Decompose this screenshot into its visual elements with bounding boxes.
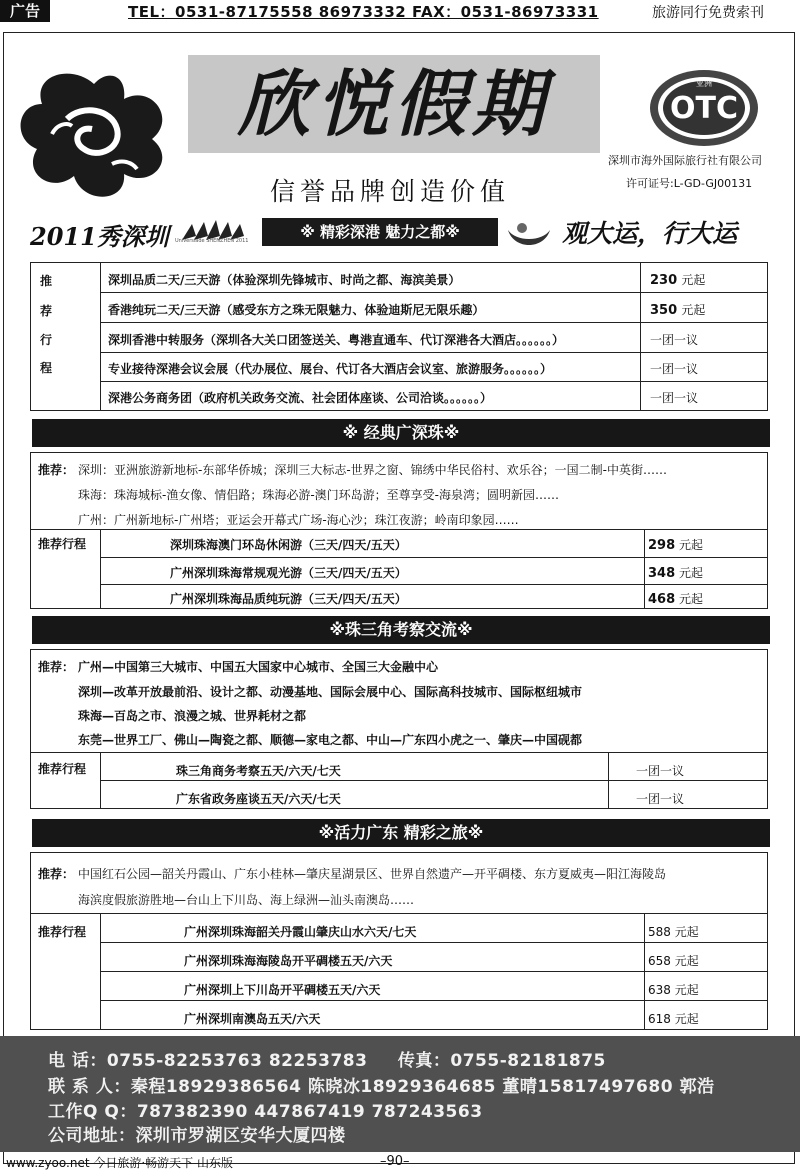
ad-tag: 广告	[0, 0, 50, 22]
itinerary-label: 推荐行程	[38, 762, 87, 776]
section-guangdong-title: ※活力广东 精彩之旅※	[32, 819, 770, 847]
universiade-slogan: 观大运，行大运	[562, 219, 738, 248]
qq-line: 工作Q Q：787382390 447867419 787243563	[48, 1102, 483, 1122]
recommend-item-price: 350 元起	[650, 303, 706, 318]
itinerary-name: 广州深圳珠海品质纯玩游（三天/四天/五天）	[170, 592, 407, 606]
contacts-line: 联 系 人：秦程18929386564 陈晓冰18929364685 董晴15817497680 郭浩	[48, 1077, 715, 1097]
phone-line: 电 话：0755-82253763 82253783 传真：0755-82181875	[48, 1051, 606, 1071]
universiade-logo-icon	[172, 218, 260, 250]
website-credit: www.zyoo.net 今日旅游·畅游天下 山东版	[6, 1156, 233, 1170]
contact-footer	[0, 1036, 800, 1152]
otc-logo-text: OTC	[670, 91, 738, 126]
recommend-item-name: 香港纯玩二天/三天游（感受东方之珠无限魅力、体验迪斯尼无限乐趣）	[108, 303, 485, 317]
recommend-item-price: 230 元起	[650, 273, 706, 288]
recommend-item-name: 深港公务商务团（政府机关政务交流、社会团体座谈、公司洽谈。。。。。。）	[108, 391, 493, 405]
brand-title: 欣悦假期	[237, 61, 550, 146]
intro-line: 海滨度假旅游胜地—台山上下川岛、海上绿洲—汕头南澳岛……	[78, 893, 415, 907]
section-prd-title: ※珠三角考察交流※	[32, 616, 770, 644]
recommend-item-price: 一团一议	[650, 362, 699, 376]
side-label-char: 荐	[40, 304, 53, 318]
itinerary-name: 珠三角商务考察五天/六天/七天	[176, 764, 341, 778]
free-index-note: 旅游同行免费索刊	[652, 5, 764, 21]
license-number: 许可证号:L-GD-GJ00131	[626, 177, 753, 190]
intro-line: 珠海—百岛之市、浪漫之城、世界耗材之都	[78, 709, 307, 723]
side-label-char: 推	[40, 274, 53, 288]
itinerary-name: 广州深圳珠海韶关丹霞山肇庆山水六天/七天	[184, 925, 417, 939]
header-phone-fax: TEL：0531-87175558 86973332 FAX：0531-86973331	[128, 3, 599, 21]
tagline-banner: ※ 精彩深港 魅力之都※	[262, 218, 498, 246]
recommend-item-price: 一团一议	[650, 391, 699, 405]
smile-logo-icon	[504, 220, 554, 248]
company-name: 深圳市海外国际旅行社有限公司	[608, 154, 762, 167]
itinerary-name: 广州深圳珠海常规观光游（三天/四天/五天）	[170, 566, 407, 580]
itinerary-price: 一团一议	[636, 764, 685, 778]
itinerary-name: 广州深圳珠海海陵岛开平碉楼五天/六天	[184, 954, 393, 968]
recommend-label: 推荐：	[38, 660, 75, 674]
recommend-item-name: 深圳香港中转服务（深圳各大关口团签送关、粤港直通车、代订深港各大酒店。。。。。。）	[108, 333, 565, 347]
otc-logo-top: 亚洲	[696, 79, 712, 88]
itinerary-label: 推荐行程	[38, 925, 87, 939]
page-number: –90–	[380, 1154, 410, 1169]
year-2011-text: 2011秀深圳	[30, 222, 169, 251]
recommend-item-name: 专业接待深港会议会展（代办展位、展台、代订各大酒店会议室、旅游服务。。。。。。）	[108, 362, 553, 376]
itinerary-name: 广州深圳上下川岛开平碉楼五天/六天	[184, 983, 381, 997]
otc-logo-icon	[648, 68, 760, 148]
intro-line: 深圳：亚洲旅游新地标-东部华侨城；深圳三大标志-世界之窗、锦绣中华民俗村、欢乐谷；一国二制-中英街……	[78, 463, 667, 477]
side-label-char: 程	[40, 361, 53, 375]
recommend-label: 推荐：	[38, 867, 75, 881]
flower-logo-icon	[12, 64, 177, 209]
itinerary-price: 468 元起	[648, 592, 703, 607]
recommend-item-price: 一团一议	[650, 333, 699, 347]
intro-line: 珠海：珠海城标-渔女像、情侣路；珠海必游-澳门环岛游；至尊享受-海泉湾；圆明新园……	[78, 488, 559, 502]
address-line: 公司地址：深圳市罗湖区安华大厦四楼	[48, 1126, 346, 1146]
itinerary-label: 推荐行程	[38, 537, 87, 551]
itinerary-name: 广州深圳南澳岛五天/六天	[184, 1012, 321, 1026]
itinerary-price: 638 元起	[648, 983, 699, 997]
intro-line: 中国红石公园—韶关丹霞山、广东小桂林—肇庆星湖景区、世界自然遗产—开平碉楼、东方夏威夷—阳江海陵岛	[78, 867, 667, 881]
universiade-logo-caption: Universiade SHENZHEN 2011	[175, 238, 249, 244]
itinerary-price: 618 元起	[648, 1012, 699, 1026]
itinerary-price: 588 元起	[648, 925, 699, 939]
intro-line: 东莞—世界工厂、佛山—陶瓷之都、顺德—家电之都、中山—广东四小虎之一、肇庆—中国砚都	[78, 733, 583, 747]
itinerary-price: 348 元起	[648, 566, 703, 581]
itinerary-name: 深圳珠海澳门环岛休闲游（三天/四天/五天）	[170, 538, 407, 552]
itinerary-price: 658 元起	[648, 954, 699, 968]
recommend-item-name: 深圳品质二天/三天游（体验深圳先锋城市、时尚之都、海滨美景）	[108, 273, 461, 287]
intro-line: 广州：广州新地标-广州塔；亚运会开幕式广场-海心沙；珠江夜游；岭南印象园……	[78, 513, 519, 527]
intro-line: 广州—中国第三大城市、中国五大国家中心城市、全国三大金融中心	[78, 660, 439, 674]
side-label-char: 行	[40, 333, 53, 347]
itinerary-price: 298 元起	[648, 538, 703, 553]
recommend-label: 推荐：	[38, 463, 75, 477]
itinerary-price: 一团一议	[636, 792, 685, 806]
itinerary-name: 广东省政务座谈五天/六天/七天	[176, 792, 341, 806]
intro-line: 深圳—改革开放最前沿、设计之都、动漫基地、国际会展中心、国际高科技城市、国际枢纽城市	[78, 685, 583, 699]
brand-slogan: 信誉品牌创造价值	[269, 177, 510, 206]
section-classic-title: ※ 经典广深珠※	[32, 419, 770, 447]
